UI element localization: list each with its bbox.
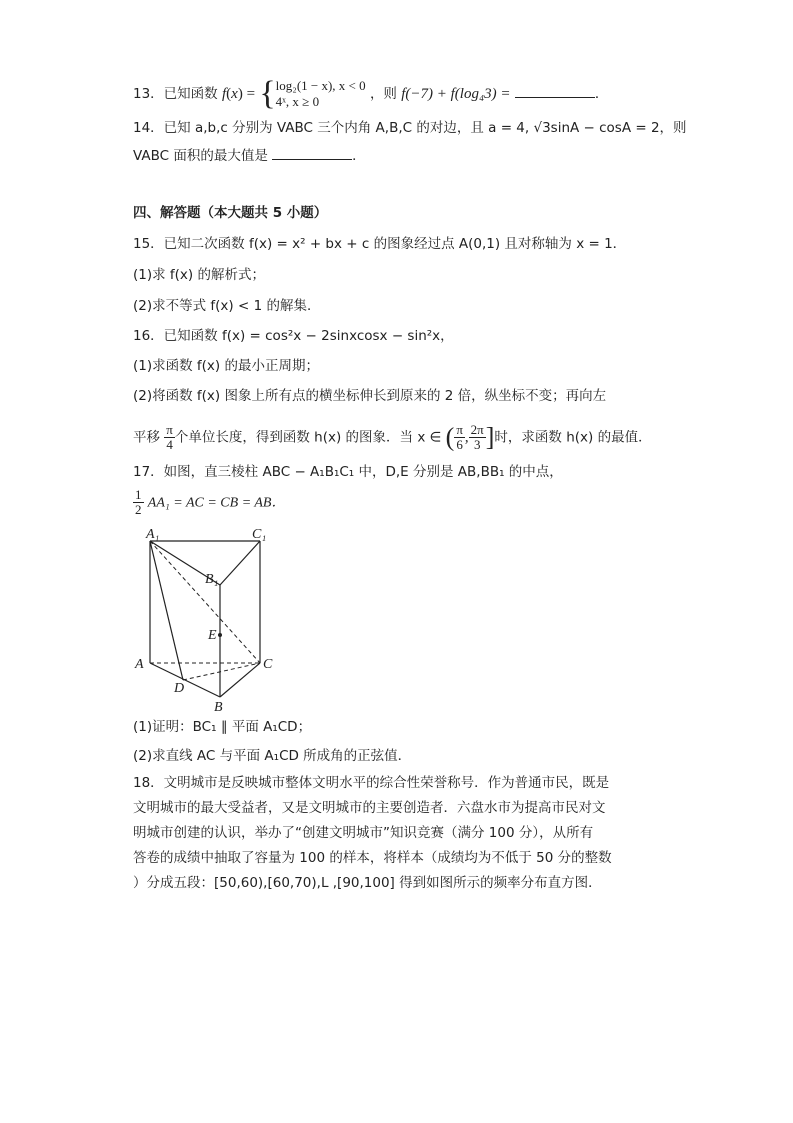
fraction-one-half: $\frac{1}{2}$ xyxy=(135,487,142,517)
label-b1: B₁ xyxy=(205,572,219,587)
q16-line1: 16．已知函数 f(x) = cos²x − 2sinxcosx − sin²x， xyxy=(133,328,454,344)
label-c1: C₁ xyxy=(252,527,267,542)
label-a1: A₁ xyxy=(146,527,160,542)
label-e: E xyxy=(208,628,217,643)
q17-part2: (2)求直线 AC 与平面 A₁CD 所成角的正弦值． xyxy=(133,748,412,764)
q13-fx: f xyxy=(221,86,227,102)
q17-line1: 17．如图，直三棱柱 ABC − A₁B₁C₁ 中，D,E 分别是 AB,BB₁ 的中点， xyxy=(133,464,563,480)
edge-b1c1 xyxy=(220,541,260,585)
q15-line1: 15．已知二次函数 f(x) = x² + bx + c 的图象经过点 A(0,1) 且对称轴为 x = 1． xyxy=(133,236,627,252)
q17-line2: $\frac{1}{2}$ AA₁ = AC = CB = AB． xyxy=(135,487,286,517)
label-d: D xyxy=(174,681,185,696)
q14-line2: VABC 面积的最大值是 ． xyxy=(133,145,366,166)
q18-line4: 答卷的成绩中抽取了容量为 100 的样本，将样本（成绩均为不低于 50 分的整数 xyxy=(133,850,612,866)
section-title: 四、解答题（本大题共 5 小题） xyxy=(133,205,328,221)
label-b: B xyxy=(214,700,223,715)
q16-part1: (1)求函数 f(x) 的最小正周期； xyxy=(133,358,319,374)
q14-line1: 14．已知 a,b,c 分别为 VABC 三个内角 A,B,C 的对边，且 a = 4, √3sinA − cosA = 2，则 xyxy=(133,120,687,136)
q13-brace: { xyxy=(259,75,276,112)
edge-dc-hidden xyxy=(183,663,260,680)
q17-part1: (1)证明：BC₁ ∥ 平面 A₁CD； xyxy=(133,719,312,735)
q13-line: 13．已知函数 f(x) = { log₂(1 − x), x < 0 4ˣ, x ≥ 0 ，则 f(−7) + f(log₄3) = ． xyxy=(133,75,609,112)
label-a: A xyxy=(135,657,144,672)
prism-figure xyxy=(128,525,288,715)
fraction-pi-over-6: $\frac{\pi}{6}$ xyxy=(456,422,463,452)
label-c: C xyxy=(263,657,273,672)
q18-line3: 明城市创建的认识，举办了“创建文明城市”知识竞赛（满分 100 分），从所有 xyxy=(133,825,594,841)
edge-bc xyxy=(220,663,260,697)
q16-part2-line2: 平移 $\frac{\pi}{4}$ 个单位长度，得到函数 h(x) 的图象．当 x ∈ ( $\frac{\pi}{6}$ , $\frac{2\pi}{3}$ ]时，求函数 h(x) 的最值． xyxy=(133,422,652,452)
q18-line1: 18．文明城市是反映城市整体文明水平的综合性荣誉称号．作为普通市民，既是 xyxy=(133,775,610,791)
edge-a1d xyxy=(150,541,183,680)
q14-answer-blank[interactable] xyxy=(272,145,352,160)
q15-part2: (2)求不等式 f(x) < 1 的解集． xyxy=(133,298,321,314)
q16-part2-line1: (2)将函数 f(x) 图象上所有点的横坐标伸长到原来的 2 倍，纵坐标不变；再向左 xyxy=(133,388,607,404)
q18-line5: ）分成五段：[50,60),[60,70),L ,[90,100] 得到如图所示的频率分布直方图． xyxy=(133,875,602,891)
q15-part1: (1)求 f(x) 的解析式； xyxy=(133,267,265,283)
q13-piecewise: log₂(1 − x), x < 0 4ˣ, x ≥ 0 xyxy=(275,78,366,109)
point-e xyxy=(218,633,222,637)
fraction-pi-over-4: $\frac{\pi}{4}$ xyxy=(166,422,173,452)
fraction-2pi-over-3: $\frac{2\pi}{3}$ xyxy=(470,422,484,452)
q13-answer-blank[interactable] xyxy=(515,83,595,98)
q18-line2: 文明城市的最大受益者，又是文明城市的主要创造者．六盘水市为提高市民对文 xyxy=(133,800,606,816)
